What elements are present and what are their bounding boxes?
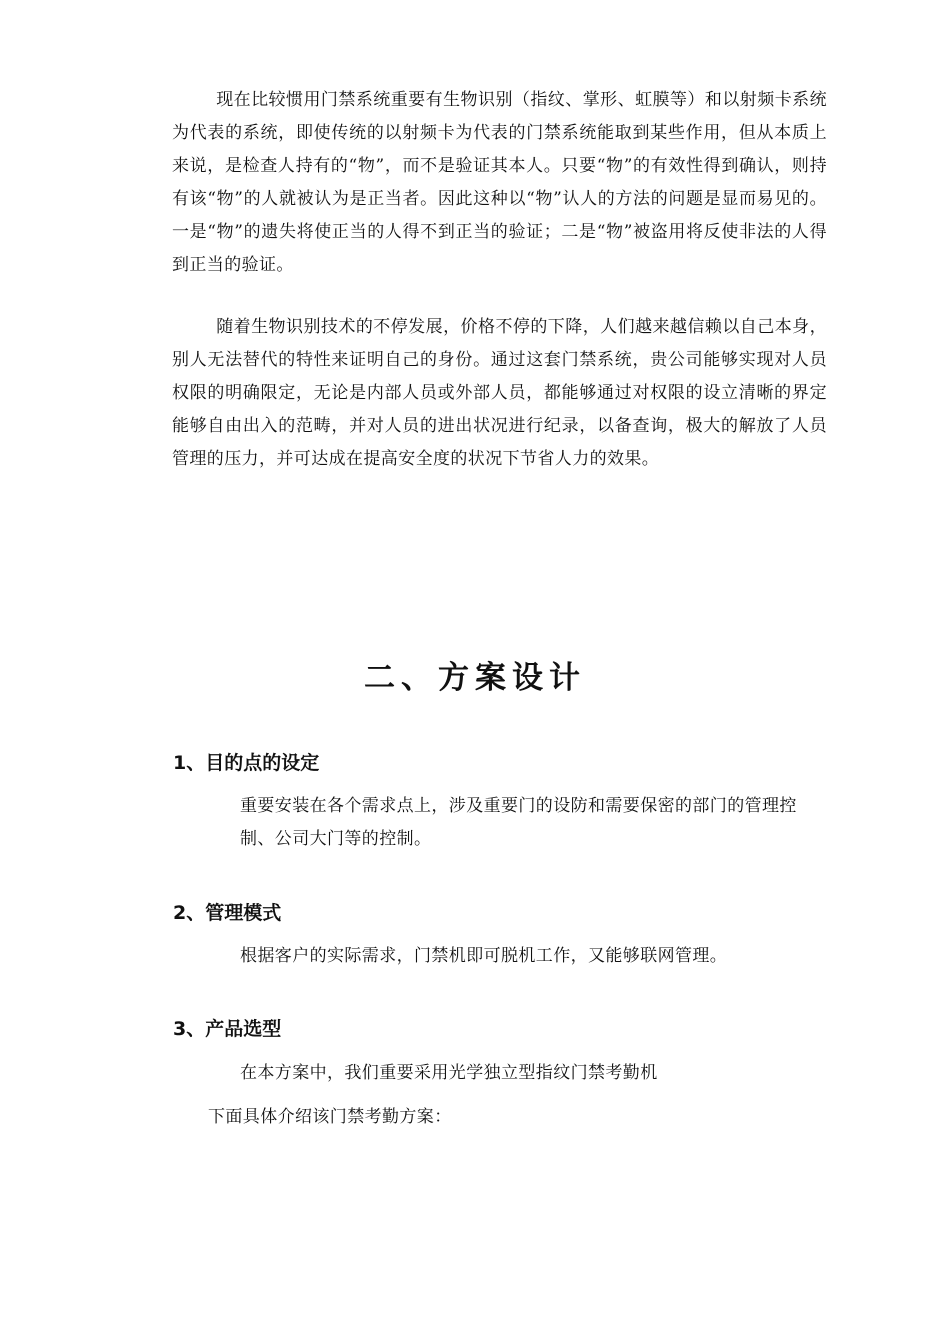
subsection-text-1: 重要安装在各个需求点上，涉及重要门的设防和需要保密的部门的管理控制、公司大门等的控制。 <box>240 796 797 849</box>
intro-paragraph-1: 现在比较惯用门禁系统重要有生物识别（指纹、掌形、虹膜等）和以射频卡系统为代表的系统，即使传统的以射频卡为代表的门禁系统能取到某些作用，但从本质上来说，是检查人持有的“物”，而不是验证其本人。只要“物”的有效性得到确认，则持有该“物”的人就被认为是正当者。因此这种以“物”认人的方法的问题是显而易见的。一是“物”的遗失将使正当的人得不到正当的验证；二是“物”被盗用将反使非法的人得到正当的验证。 <box>172 90 827 275</box>
subsection-text-3: 在本方案中，我们重要采用光学独立型指纹门禁考勤机 <box>240 1063 658 1083</box>
subsection-text-3-continued: 下面具体介绍该门禁考勤方案： <box>208 1107 452 1127</box>
section-title: 二、方案设计 <box>364 660 586 696</box>
subsection-heading-3: 3、产品选型 <box>173 1018 282 1040</box>
subsection-heading-1: 1、目的点的设定 <box>173 752 320 774</box>
intro-paragraph-2: 随着生物识别技术的不停发展，价格不停的下降，人们越来越信赖以自己本身，别人无法替代的特性来证明自己的身份。通过这套门禁系统，贵公司能够实现对人员权限的明确限定，无论是内部人员或外部人员，都能够通过对权限的设立清晰的界定能够自由出入的范畴，并对人员的进出状况进行纪录，以备查询，极大的解放了人员管理的压力，并可达成在提高安全度的状况下节省人力的效果。 <box>172 317 827 469</box>
subsection-text-2: 根据客户的实际需求，门禁机即可脱机工作，又能够联网管理。 <box>240 946 728 966</box>
subsection-heading-2: 2、管理模式 <box>173 902 282 924</box>
